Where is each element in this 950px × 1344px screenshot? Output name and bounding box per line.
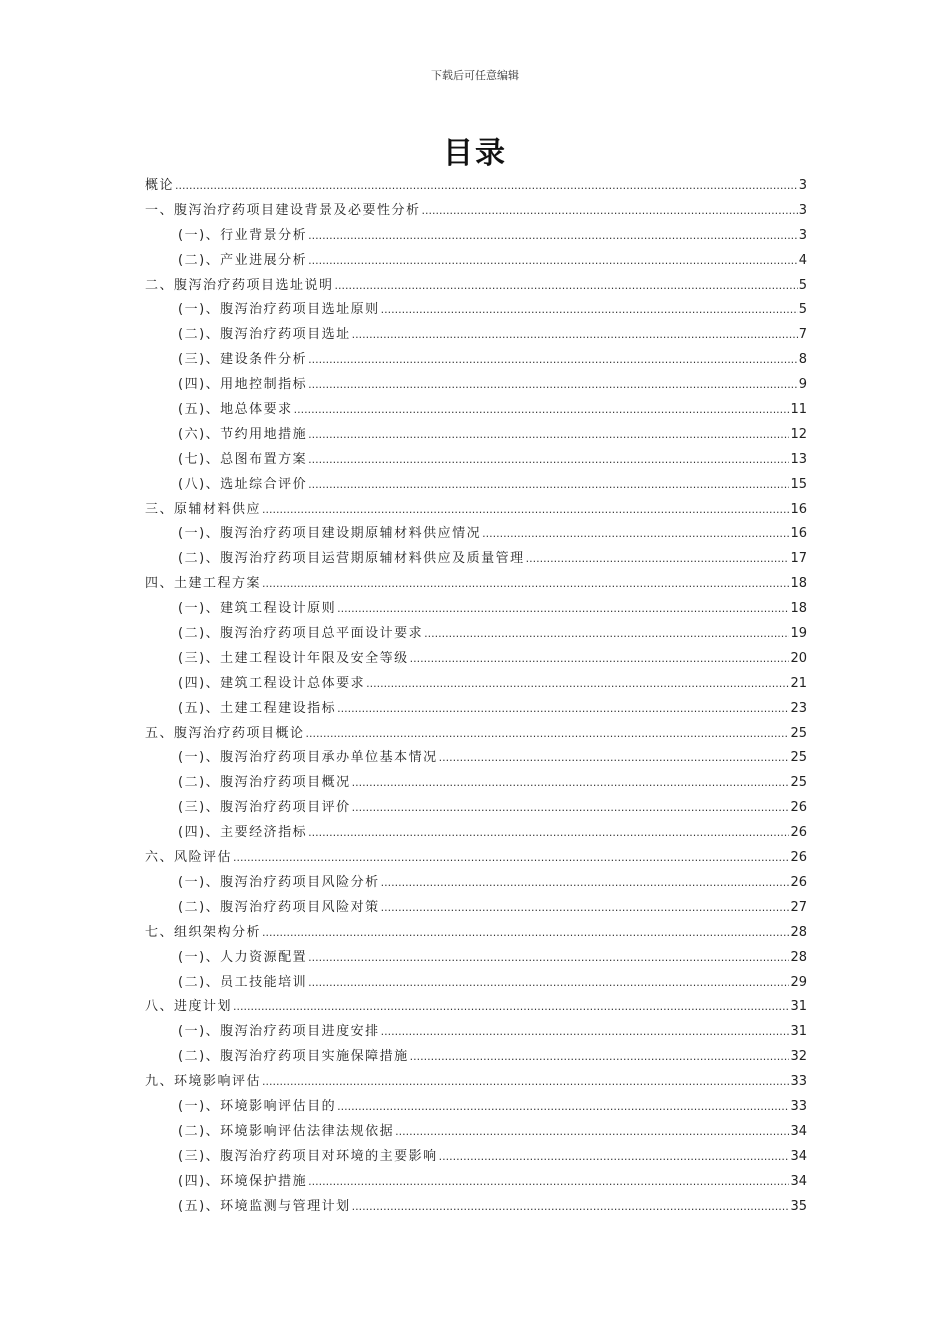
toc-entry-title: (二)、腹泻治疗药项目概况	[178, 775, 351, 791]
toc-dot-leader	[410, 647, 790, 672]
toc-page-number: 7	[798, 327, 807, 343]
toc-entry-title: 三、原辅材料供应	[145, 501, 262, 517]
toc-entry[interactable]	[145, 1045, 807, 1070]
toc-entry[interactable]	[145, 921, 807, 946]
toc-entry[interactable]	[145, 373, 807, 398]
toc-page-number: 26	[790, 874, 807, 890]
toc-page-number: 29	[790, 974, 807, 990]
toc-entry-title: (一)、腹泻治疗药项目风险分析	[178, 874, 380, 890]
toc-entry-title: (一)、腹泻治疗药项目承办单位基本情况	[178, 750, 438, 766]
toc-entry-title: (一)、环境影响评估目的	[178, 1098, 337, 1114]
toc-page-number: 28	[790, 949, 807, 965]
toc-page-number: 27	[790, 899, 807, 915]
toc-entry[interactable]	[145, 448, 807, 473]
toc-entry-title: (五)、地总体要求	[178, 402, 293, 418]
toc-dot-leader	[308, 423, 789, 448]
toc-page-number: 31	[790, 999, 807, 1015]
toc-entry-title: (二)、腹泻治疗药项目选址	[178, 327, 351, 343]
toc-entry-title: (七)、总图布置方案	[178, 451, 308, 467]
toc-entry[interactable]	[145, 298, 807, 323]
toc-dot-leader	[308, 373, 798, 398]
toc-page-number: 5	[798, 277, 807, 293]
toc-entry-title: (五)、土建工程建设指标	[178, 700, 337, 716]
toc-dot-leader	[308, 1170, 789, 1195]
toc-entry[interactable]	[145, 896, 807, 921]
toc-entry[interactable]	[145, 423, 807, 448]
toc-dot-leader	[308, 224, 798, 249]
toc-entry[interactable]	[145, 1120, 807, 1145]
toc-page-number: 28	[790, 924, 807, 940]
toc-entry[interactable]	[145, 672, 807, 697]
toc-page-number: 3	[798, 227, 807, 243]
toc-entry[interactable]	[145, 199, 807, 224]
toc-entry-title: (一)、腹泻治疗药项目选址原则	[178, 302, 380, 318]
toc-page-number: 12	[790, 426, 807, 442]
table-of-contents	[145, 174, 807, 1219]
toc-page-number: 16	[790, 501, 807, 517]
toc-page-number: 34	[790, 1148, 807, 1164]
toc-entry-title: (一)、腹泻治疗药项目建设期原辅材料供应情况	[178, 526, 482, 542]
toc-dot-leader	[439, 1145, 790, 1170]
toc-entry[interactable]	[145, 821, 807, 846]
toc-entry-title: (二)、腹泻治疗药项目总平面设计要求	[178, 626, 424, 642]
toc-entry[interactable]	[145, 597, 807, 622]
toc-entry[interactable]	[145, 1095, 807, 1120]
toc-page-number: 3	[798, 202, 807, 218]
toc-entry-title: (一)、腹泻治疗药项目进度安排	[178, 1024, 380, 1040]
toc-page-number: 17	[790, 551, 807, 567]
toc-entry-title: (一)、建筑工程设计原则	[178, 601, 337, 617]
toc-entry-title: (五)、环境监测与管理计划	[178, 1198, 351, 1214]
toc-entry[interactable]	[145, 1070, 807, 1095]
toc-entry[interactable]	[145, 398, 807, 423]
toc-page-number: 34	[790, 1173, 807, 1189]
toc-dot-leader	[366, 672, 789, 697]
toc-dot-leader	[337, 1095, 789, 1120]
toc-page-number: 11	[790, 402, 807, 418]
toc-dot-leader	[308, 821, 789, 846]
toc-entry[interactable]	[145, 995, 807, 1020]
toc-entry[interactable]	[145, 274, 807, 299]
toc-entry-title: (二)、腹泻治疗药项目运营期原辅材料供应及质量管理	[178, 551, 525, 567]
toc-entry[interactable]	[145, 946, 807, 971]
toc-page-number: 25	[790, 725, 807, 741]
toc-entry-title: 六、风险评估	[145, 850, 233, 866]
toc-entry[interactable]	[145, 522, 807, 547]
toc-dot-leader	[308, 971, 789, 996]
toc-dot-leader	[422, 199, 798, 224]
toc-dot-leader	[482, 522, 789, 547]
toc-entry-title: (三)、建设条件分析	[178, 352, 308, 368]
toc-entry[interactable]	[145, 971, 807, 996]
toc-page-number: 15	[790, 476, 807, 492]
toc-page-number: 35	[790, 1198, 807, 1214]
toc-dot-leader	[294, 398, 790, 423]
toc-dot-leader	[424, 622, 789, 647]
toc-entry[interactable]	[145, 746, 807, 771]
toc-dot-leader	[381, 298, 798, 323]
toc-dot-leader	[352, 771, 790, 796]
toc-page-number: 4	[798, 252, 807, 268]
toc-dot-leader	[308, 348, 798, 373]
toc-entry-title: (一)、行业背景分析	[178, 227, 308, 243]
toc-entry-title: (二)、员工技能培训	[178, 974, 308, 990]
toc-page-number: 20	[790, 650, 807, 666]
toc-dot-leader	[352, 1195, 790, 1220]
toc-entry-title: (四)、环境保护措施	[178, 1173, 308, 1189]
toc-page-number: 9	[798, 377, 807, 393]
toc-entry[interactable]	[145, 1020, 807, 1045]
toc-entry[interactable]	[145, 796, 807, 821]
toc-page-number: 3	[798, 178, 807, 193]
toc-entry-title: (二)、产业进展分析	[178, 252, 308, 268]
toc-entry[interactable]	[145, 722, 807, 747]
toc-entry[interactable]	[145, 1170, 807, 1195]
toc-entry-title: (二)、腹泻治疗药项目风险对策	[178, 899, 380, 915]
toc-entry-title: (一)、人力资源配置	[178, 949, 308, 965]
toc-dot-leader	[308, 249, 798, 274]
toc-dot-leader	[233, 846, 789, 871]
toc-entry[interactable]	[145, 174, 807, 199]
toc-dot-leader	[439, 746, 790, 771]
toc-dot-leader	[395, 1120, 789, 1145]
toc-entry[interactable]	[145, 249, 807, 274]
toc-dot-leader	[175, 174, 798, 199]
toc-entry[interactable]	[145, 622, 807, 647]
header-note: 下载后可任意编辑	[431, 69, 519, 82]
toc-dot-leader	[262, 1070, 789, 1095]
toc-dot-leader	[306, 722, 790, 747]
toc-entry-title: 一、腹泻治疗药项目建设背景及必要性分析	[145, 202, 421, 218]
toc-page-number: 26	[790, 800, 807, 816]
toc-dot-leader	[335, 274, 798, 299]
toc-entry[interactable]	[145, 1145, 807, 1170]
toc-page-number: 33	[790, 1098, 807, 1114]
toc-entry-title: 八、进度计划	[145, 999, 233, 1015]
toc-page-number: 13	[790, 451, 807, 467]
toc-dot-leader	[381, 896, 790, 921]
toc-entry-title: 五、腹泻治疗药项目概论	[145, 725, 305, 741]
toc-dot-leader	[262, 498, 789, 523]
toc-entry[interactable]	[145, 473, 807, 498]
toc-page-number: 21	[790, 675, 807, 691]
toc-entry[interactable]	[145, 871, 807, 896]
toc-entry-title: 二、腹泻治疗药项目选址说明	[145, 277, 334, 293]
toc-page-number: 32	[790, 1049, 807, 1065]
toc-dot-leader	[262, 921, 789, 946]
toc-dot-leader	[308, 946, 789, 971]
toc-entry-title: 四、土建工程方案	[145, 576, 262, 592]
toc-dot-leader	[352, 323, 798, 348]
toc-dot-leader	[337, 697, 789, 722]
toc-page-number: 23	[790, 700, 807, 716]
toc-entry-title: 七、组织架构分析	[145, 924, 262, 940]
toc-dot-leader	[337, 597, 789, 622]
toc-page-number: 5	[798, 302, 807, 318]
toc-dot-leader	[381, 871, 790, 896]
toc-page-number: 18	[790, 576, 807, 592]
toc-page-number: 31	[790, 1024, 807, 1040]
toc-entry-title: (四)、建筑工程设计总体要求	[178, 675, 366, 691]
toc-entry[interactable]	[145, 647, 807, 672]
toc-entry[interactable]	[145, 846, 807, 871]
toc-entry[interactable]	[145, 323, 807, 348]
toc-entry-title: 九、环境影响评估	[145, 1074, 262, 1090]
toc-dot-leader	[262, 572, 789, 597]
toc-entry[interactable]	[145, 697, 807, 722]
toc-page-number: 25	[790, 750, 807, 766]
toc-page-number: 26	[790, 825, 807, 841]
toc-page-number: 33	[790, 1074, 807, 1090]
toc-dot-leader	[308, 473, 789, 498]
toc-dot-leader	[233, 995, 789, 1020]
toc-entry-title: (六)、节约用地措施	[178, 426, 308, 442]
toc-page-number: 34	[790, 1123, 807, 1139]
toc-page-number: 26	[790, 850, 807, 866]
toc-page-number: 19	[790, 626, 807, 642]
toc-entry-title: (四)、用地控制指标	[178, 377, 308, 393]
toc-dot-leader	[308, 448, 789, 473]
page-title: 目录	[443, 136, 507, 171]
toc-entry-title: (八)、选址综合评价	[178, 476, 308, 492]
toc-entry-title: 概论	[145, 178, 175, 193]
toc-entry[interactable]	[145, 547, 807, 572]
toc-entry[interactable]	[145, 1195, 807, 1220]
toc-page-number: 25	[790, 775, 807, 791]
toc-entry-title: (四)、主要经济指标	[178, 825, 308, 841]
toc-entry[interactable]	[145, 348, 807, 373]
toc-dot-leader	[352, 796, 790, 821]
toc-page-number: 16	[790, 526, 807, 542]
toc-entry[interactable]	[145, 498, 807, 523]
toc-entry[interactable]	[145, 771, 807, 796]
toc-page-number: 8	[798, 352, 807, 368]
toc-dot-leader	[381, 1020, 790, 1045]
toc-entry-title: (三)、腹泻治疗药项目对环境的主要影响	[178, 1148, 438, 1164]
toc-entry-title: (二)、环境影响评估法律法规依据	[178, 1123, 395, 1139]
toc-entry[interactable]	[145, 224, 807, 249]
toc-entry-title: (二)、腹泻治疗药项目实施保障措施	[178, 1049, 409, 1065]
toc-dot-leader	[410, 1045, 790, 1070]
toc-entry[interactable]	[145, 572, 807, 597]
toc-dot-leader	[526, 547, 790, 572]
toc-entry-title: (三)、土建工程设计年限及安全等级	[178, 650, 409, 666]
toc-page-number: 18	[790, 601, 807, 617]
toc-entry-title: (三)、腹泻治疗药项目评价	[178, 800, 351, 816]
